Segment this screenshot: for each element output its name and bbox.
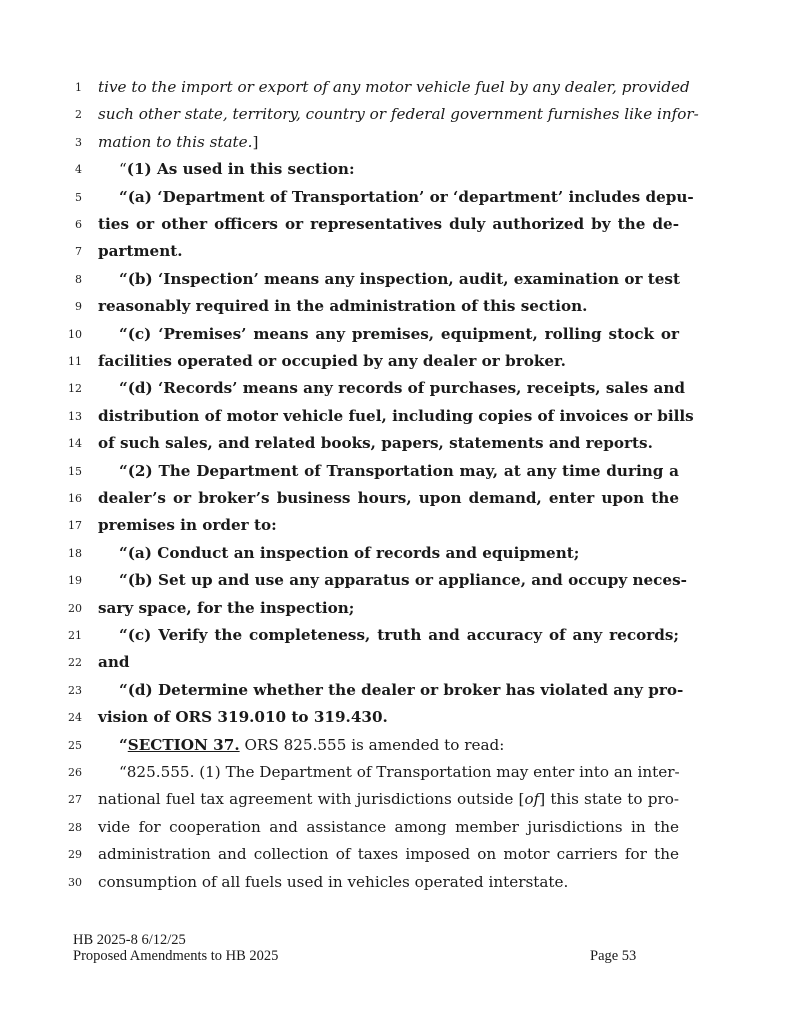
line-number: 3 xyxy=(75,135,82,149)
text-run: vision of ORS 319.010 to 319.430. xyxy=(98,708,388,727)
line-text xyxy=(98,348,679,375)
line-number: 18 xyxy=(68,546,82,560)
line-number: 11 xyxy=(68,355,82,368)
text-run: “ xyxy=(119,735,128,754)
text-run: ] xyxy=(252,132,259,151)
text-run: facilities operated or occupied by any dealer or broker. xyxy=(98,352,566,370)
line-number: 1 xyxy=(75,81,82,94)
text-run: “(c) ‘Premises’ means any premises, equipment, rolling stock or xyxy=(119,324,679,343)
line-number: 7 xyxy=(75,245,82,259)
text-run: ] this state to pro- xyxy=(539,790,679,809)
line-text xyxy=(119,321,679,348)
line-text xyxy=(98,595,679,622)
line-text xyxy=(119,375,686,402)
line-text xyxy=(98,74,690,101)
line-text xyxy=(98,293,679,320)
document-line xyxy=(0,266,800,293)
line-text xyxy=(98,211,679,238)
document-line xyxy=(0,540,800,567)
document-line xyxy=(0,567,800,594)
text-run: sary space, for the inspection; xyxy=(98,598,355,617)
document-line xyxy=(0,238,800,265)
document-line xyxy=(0,74,800,101)
document-line xyxy=(0,814,800,841)
line-number: 30 xyxy=(68,875,82,889)
text-run: “(c) Verify the completeness, truth and accuracy of any records; xyxy=(119,626,679,644)
text-run: (1) As used in this section: xyxy=(126,160,355,179)
document-line xyxy=(0,841,800,868)
document-line xyxy=(0,595,800,622)
line-number: 15 xyxy=(68,464,82,478)
line-text xyxy=(119,156,679,183)
text-run: tive to the import or export of any motor vehicle fuel by any dealer, provided xyxy=(98,78,690,96)
text-run: premises in order to: xyxy=(98,516,277,535)
line-text xyxy=(119,677,684,704)
text-run: partment. xyxy=(98,242,183,261)
line-text xyxy=(98,649,679,676)
line-text xyxy=(119,184,694,211)
document-line xyxy=(0,375,800,402)
document-line xyxy=(0,732,800,759)
document-line xyxy=(0,622,800,649)
footer-description: Proposed Amendments to HB 2025 xyxy=(73,948,279,964)
line-number: 24 xyxy=(68,711,82,725)
text-run: “(a) ‘Department of Transportation’ or ‘department’ includes depu- xyxy=(119,187,694,206)
text-run: “(a) Conduct an inspection of records and equipment; xyxy=(119,543,580,562)
line-text xyxy=(98,512,679,539)
line-text xyxy=(98,129,679,156)
line-text xyxy=(98,238,679,265)
document-line xyxy=(0,869,800,896)
line-number: 22 xyxy=(68,656,82,670)
footer-bill-id: HB 2025-8 6/12/25 xyxy=(73,932,186,948)
text-run: reasonably required in the administration of this section. xyxy=(98,297,588,316)
text-run: such other state, territory, country or federal government furnishes like infor- xyxy=(98,105,699,124)
line-number: 9 xyxy=(75,300,82,314)
text-run: dealer’s or broker’s business hours, upon demand, enter upon the xyxy=(98,489,679,507)
line-number: 17 xyxy=(68,519,82,533)
line-text xyxy=(98,869,679,896)
line-number: 4 xyxy=(75,163,82,177)
document-line xyxy=(0,101,800,128)
line-text xyxy=(119,458,679,485)
line-number: 25 xyxy=(68,738,82,752)
line-number: 16 xyxy=(68,492,82,505)
line-text xyxy=(98,403,694,430)
line-text xyxy=(98,786,679,813)
line-number: 21 xyxy=(68,629,82,642)
section-heading: SECTION 37. xyxy=(127,735,240,754)
document-line xyxy=(0,156,800,183)
text-run: “(2) The Department of Transportation may, at any time during a xyxy=(119,461,679,480)
line-number: 28 xyxy=(68,820,82,834)
document-line xyxy=(0,430,800,457)
document-line xyxy=(0,129,800,156)
line-number: 29 xyxy=(68,848,82,862)
line-text xyxy=(119,567,687,594)
line-text xyxy=(119,732,679,759)
text-run: “825.555. (1) The Department of Transportation may enter into an inter- xyxy=(119,763,680,781)
text-run: of such sales, and related books, papers, statements and reports. xyxy=(98,434,653,453)
line-text xyxy=(119,759,679,786)
line-number: 19 xyxy=(68,574,82,588)
document-line xyxy=(0,184,800,211)
line-number: 2 xyxy=(75,108,82,122)
document-line xyxy=(0,485,800,512)
text-run: “ xyxy=(119,160,127,179)
text-run: national fuel tax agreement with jurisdictions outside [ xyxy=(98,790,525,809)
footer-page-number: Page 53 xyxy=(590,948,637,964)
line-text xyxy=(98,704,679,731)
line-number: 27 xyxy=(68,793,82,807)
line-number: 13 xyxy=(68,409,82,423)
line-number: 20 xyxy=(68,601,82,615)
document-line xyxy=(0,348,800,375)
document-line xyxy=(0,759,800,786)
document-line xyxy=(0,704,800,731)
line-number: 12 xyxy=(68,382,82,396)
line-number: 5 xyxy=(75,190,82,204)
document-line xyxy=(0,321,800,348)
text-run: “(b) ‘Inspection’ means any inspection, audit, examination or test xyxy=(119,269,680,288)
line-text xyxy=(98,430,679,457)
document-line xyxy=(0,512,800,539)
line-text xyxy=(119,266,679,293)
line-text xyxy=(119,540,679,567)
document-line xyxy=(0,677,800,704)
line-text xyxy=(119,622,679,649)
document-line xyxy=(0,403,800,430)
document-line xyxy=(0,649,800,676)
line-text xyxy=(98,814,679,841)
line-number: 8 xyxy=(75,272,82,286)
text-run: “(b) Set up and use any apparatus or appliance, and occupy neces- xyxy=(119,571,687,590)
text-run: ties or other officers or representatives duly authorized by the de- xyxy=(98,215,679,233)
document-line xyxy=(0,211,800,238)
document-line xyxy=(0,458,800,485)
text-run: distribution of motor vehicle fuel, including copies of invoices or bills xyxy=(98,406,694,425)
text-run: of xyxy=(524,790,540,809)
document-line xyxy=(0,786,800,813)
line-number: 14 xyxy=(68,437,82,451)
line-number: 26 xyxy=(68,766,82,779)
text-run: “(d) ‘Records’ means any records of purchases, receipts, sales and xyxy=(119,379,686,398)
line-text xyxy=(98,485,679,512)
text-run: mation to this state. xyxy=(98,132,253,151)
line-number: 10 xyxy=(68,327,82,341)
text-run: “(d) Determine whether the dealer or broker has violated any pro- xyxy=(119,680,684,699)
document-line xyxy=(0,293,800,320)
text-run: administration and collection of taxes imposed on motor carriers for the xyxy=(98,845,679,864)
line-number: 6 xyxy=(75,218,82,231)
text-run: ORS 825.555 is amended to read: xyxy=(239,735,505,754)
text-run: and xyxy=(98,653,130,672)
text-run: consumption of all fuels used in vehicles operated interstate. xyxy=(98,872,569,891)
line-text xyxy=(98,101,699,128)
line-text xyxy=(98,841,679,868)
text-run: vide for cooperation and assistance among member jurisdictions in the xyxy=(98,817,679,836)
line-number: 23 xyxy=(68,683,82,697)
